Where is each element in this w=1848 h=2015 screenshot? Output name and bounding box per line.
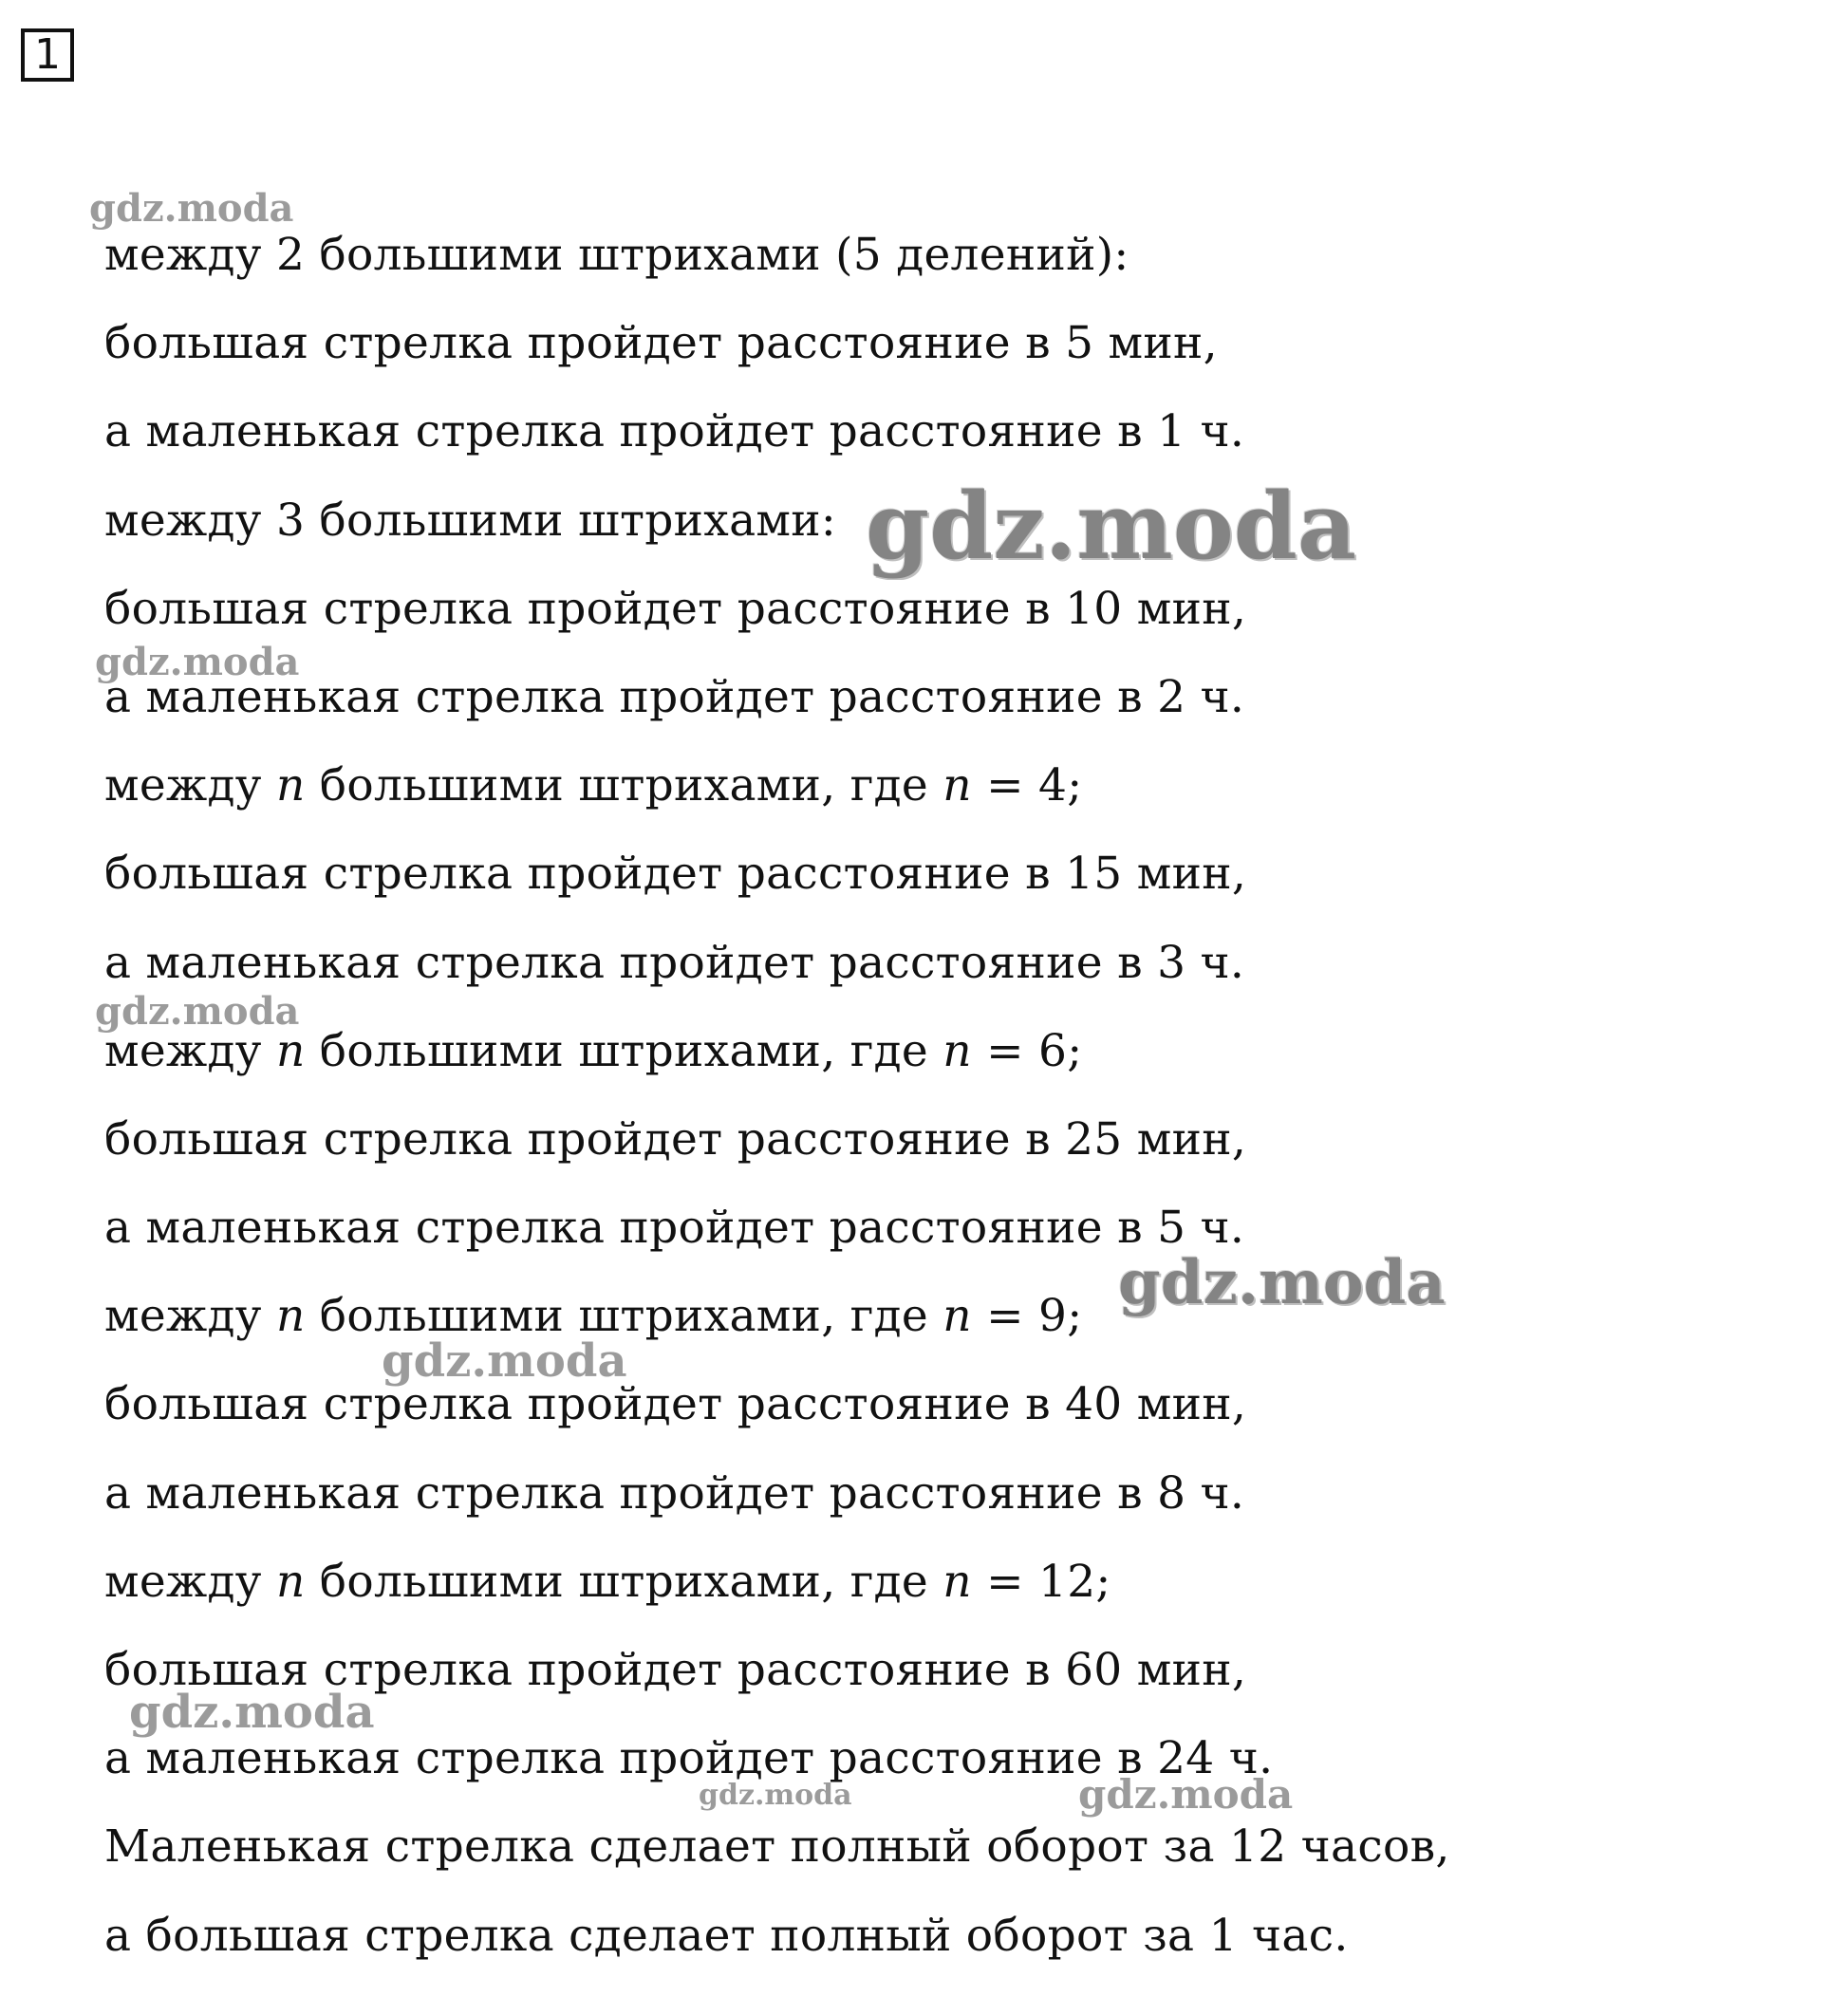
text-line: большая стрелка пройдет расстояние в 5 мин, <box>104 317 1218 370</box>
text-line: а маленькая стрелка пройдет расстояние в 8 ч. <box>104 1466 1245 1520</box>
text-line: а маленькая стрелка пройдет расстояние в 3 ч. <box>104 936 1245 989</box>
text-line: а большая стрелка сделает полный оборот за 1 час. <box>104 1909 1349 1962</box>
watermark: gdz.moda <box>95 640 300 684</box>
watermark: gdz.moda <box>129 1686 375 1739</box>
text-line: Маленькая стрелка сделает полный оборот за 12 часов, <box>104 1820 1450 1874</box>
text-line: большая стрелка пройдет расстояние в 15 мин, <box>104 848 1247 901</box>
text-line: между 2 большими штрихами (5 делений): <box>104 229 1129 281</box>
watermark: gdz.moda <box>89 186 294 231</box>
watermark: gdz.moda <box>1118 1247 1446 1318</box>
text-line: большая стрелка пройдет расстояние в 10 мин, <box>104 582 1247 635</box>
text-line: между n большими штрихами, где n = 4; <box>104 759 1083 812</box>
text-line: большая стрелка пройдет расстояние в 40 мин, <box>104 1378 1247 1431</box>
watermark: gdz.moda <box>699 1779 852 1812</box>
watermark: gdz.moda <box>95 989 300 1034</box>
text-line: между n большими штрихами, где n = 12; <box>104 1555 1111 1608</box>
task-number-box: 1 <box>21 28 74 82</box>
text-line: большая стрелка пройдет расстояние в 25 мин, <box>104 1112 1247 1166</box>
text-line: большая стрелка пройдет расстояние в 60 мин, <box>104 1644 1247 1696</box>
watermark: gdz.moda <box>1078 1771 1294 1818</box>
text-line: между n большими штрихами, где n = 6; <box>104 1024 1083 1077</box>
text-line: а маленькая стрелка пройдет расстояние в 1 ч. <box>104 405 1245 458</box>
text-line: между n большими штрихами, где n = 9; <box>104 1290 1083 1343</box>
text-line: а маленькая стрелка пройдет расстояние в 24 ч. <box>104 1732 1274 1785</box>
text-line: а маленькая стрелка пройдет расстояние в 5 ч. <box>104 1202 1245 1255</box>
text-line: между 3 большими штрихами: <box>104 494 837 547</box>
text-line: а маленькая стрелка пройдет расстояние в 2 ч. <box>104 670 1245 723</box>
watermark: gdz.moda <box>866 473 1357 580</box>
watermark: gdz.moda <box>382 1334 627 1388</box>
